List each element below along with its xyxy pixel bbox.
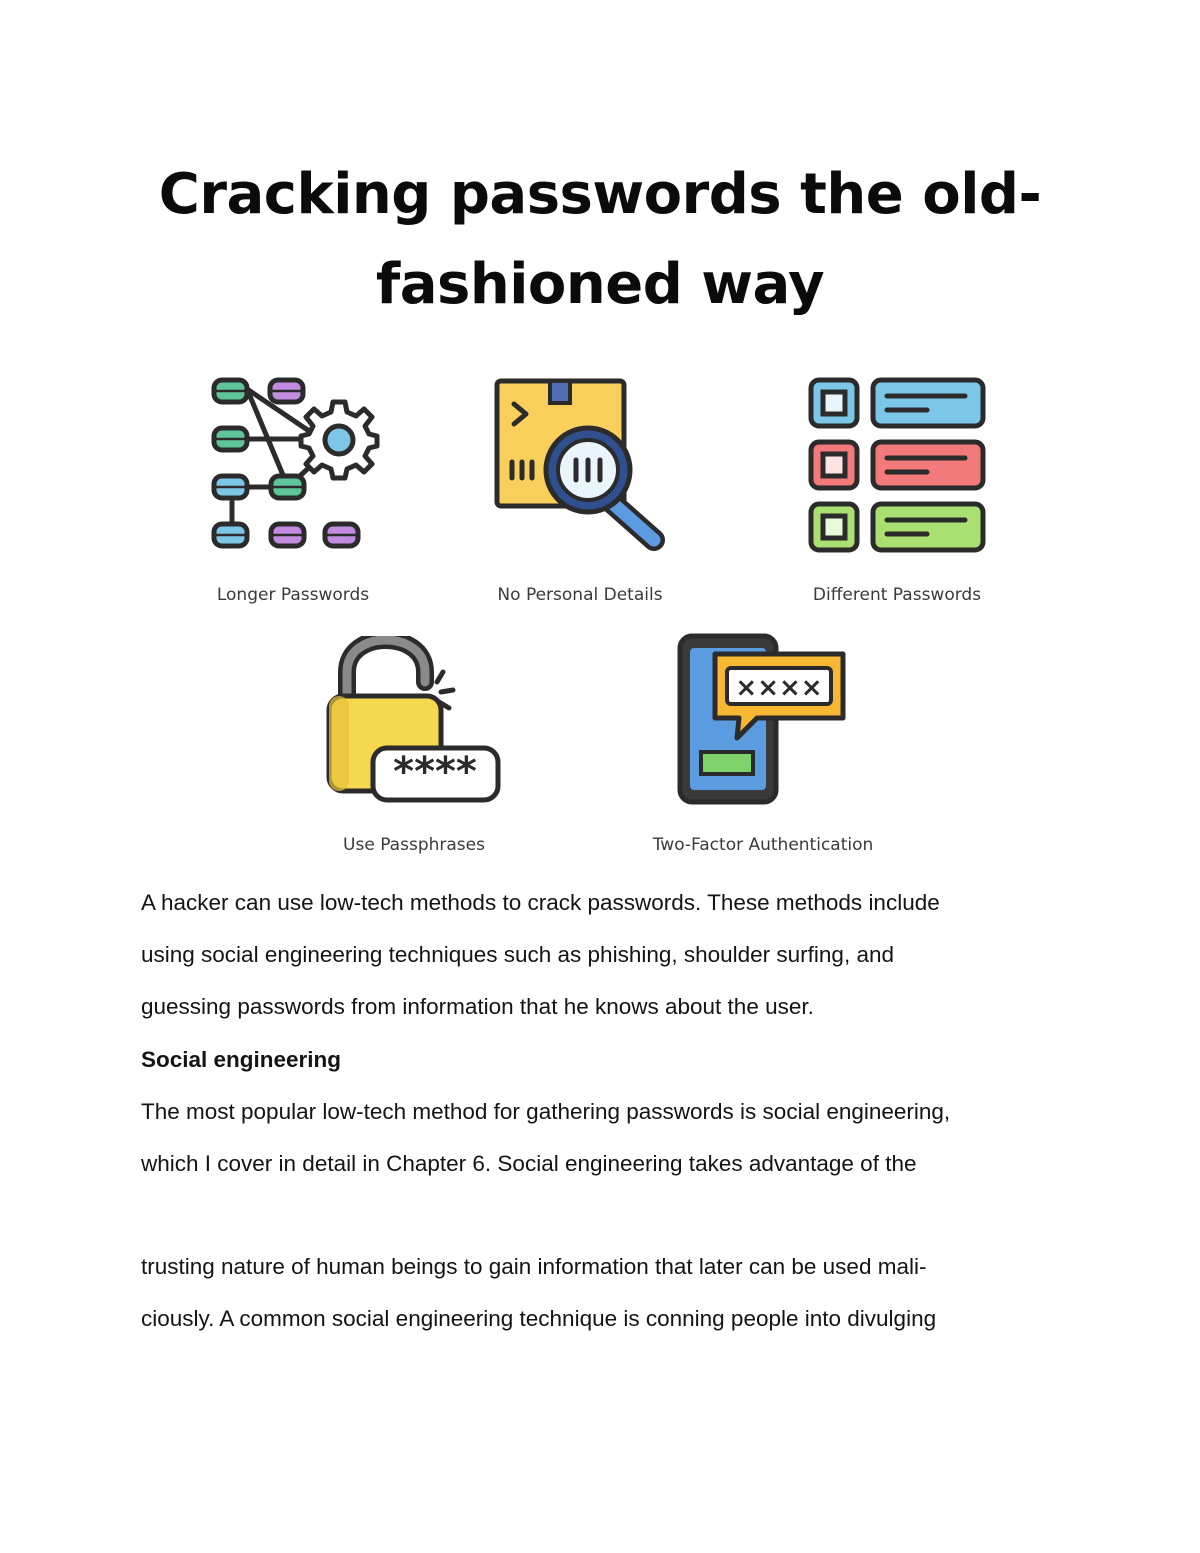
caption-longer-passwords: Longer Passwords bbox=[216, 585, 370, 605]
caption-no-personal-details: No Personal Details bbox=[497, 585, 663, 605]
paragraph-3-line-2: ciously. A common social engineering technique is conning people into divulging bbox=[141, 1306, 937, 1331]
caption-two-factor-authentication: Two-Factor Authentication bbox=[652, 835, 874, 855]
paragraph-1-line-2: using social engineering techniques such as phishing, shoulder surfing, and bbox=[141, 942, 894, 967]
magnifier-document-icon bbox=[492, 376, 672, 556]
title-line-1: Cracking passwords the old- bbox=[158, 162, 1042, 227]
padlock-passphrase-icon bbox=[325, 636, 505, 806]
phone-code-icon bbox=[675, 632, 855, 807]
auth-code-text: ×××× bbox=[735, 673, 823, 703]
page-title bbox=[0, 150, 1200, 330]
paragraph-1-line-1: A hacker can use low-tech methods to crack passwords. These methods include bbox=[141, 890, 940, 915]
caption-different-passwords: Different Passwords bbox=[812, 585, 982, 605]
section-heading: Social engineering bbox=[141, 1047, 342, 1072]
title-line-2: fashioned way bbox=[375, 252, 825, 317]
paragraph-1-line-3: guessing passwords from information that he knows about the user. bbox=[141, 994, 814, 1019]
password-list-icon bbox=[805, 374, 990, 559]
caption-use-passphrases: Use Passphrases bbox=[343, 835, 485, 855]
paragraph-2-line-1: The most popular low-tech method for gathering passwords is social engineering, bbox=[141, 1099, 951, 1124]
masked-password-text: **** bbox=[393, 749, 477, 795]
paragraph-2-line-2: which I cover in detail in Chapter 6. Social engineering takes advantage of the bbox=[141, 1151, 917, 1176]
body-text bbox=[141, 890, 1081, 1350]
network-gear-icon bbox=[205, 372, 380, 557]
paragraph-3-line-1: trusting nature of human beings to gain information that later can be used mali- bbox=[141, 1254, 927, 1279]
